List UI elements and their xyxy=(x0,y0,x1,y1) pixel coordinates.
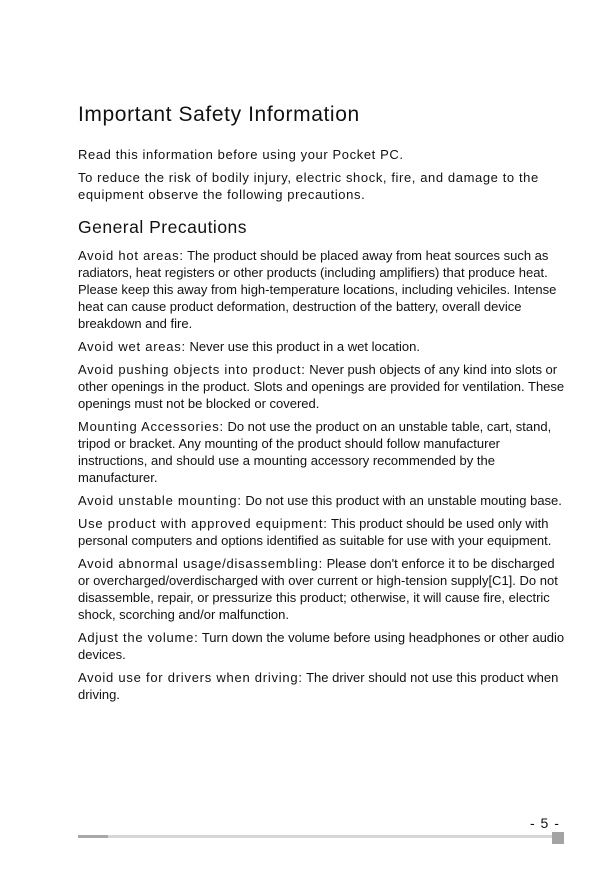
page-content xyxy=(78,103,568,709)
precaution-lead: Avoid hot areas: xyxy=(78,248,184,263)
precaution-paragraph xyxy=(78,361,568,412)
precaution-paragraph xyxy=(78,418,568,486)
precaution-paragraph xyxy=(78,555,568,623)
page-number: - 5 - xyxy=(530,815,560,831)
precaution-paragraph xyxy=(78,338,568,355)
precaution-text: The product should be placed away from heat sources such as radiators, heat registers or other products (including amplifiers) that produce heat. Please keep this away from high-temperature locations, including vehiciles. Intense heat can cause product deformation, destruction of the battery, overall device breakdown and fire. xyxy=(78,248,557,331)
section-title: General Precautions xyxy=(78,217,248,237)
intro-section xyxy=(78,146,568,203)
precaution-paragraph xyxy=(78,247,568,332)
precaution-text: Never use this product in a wet location. xyxy=(185,339,420,354)
page-title: Important Safety Information xyxy=(78,103,360,126)
precaution-text: The driver should not use this product when driving. xyxy=(78,670,559,702)
intro-paragraph: To reduce the risk of bodily injury, electric shock, fire, and damage to the equipment observe the following precautions. xyxy=(78,170,539,202)
intro-paragraph: Read this information before using your Pocket PC. xyxy=(78,147,404,162)
precaution-paragraph xyxy=(78,669,568,703)
precaution-text: This product should be used only with personal computers and options identified as suitable for use with your equipment. xyxy=(78,516,552,548)
footer-rule xyxy=(78,835,552,838)
precaution-paragraph xyxy=(78,492,568,509)
precautions-list xyxy=(78,247,568,703)
precaution-lead: Mounting Accessories: xyxy=(78,419,224,434)
precaution-lead: Avoid unstable mounting: xyxy=(78,493,242,508)
precaution-text: Turn down the volume before using headphones or other audio devices. xyxy=(78,630,565,662)
precaution-lead: Avoid pushing objects into product: xyxy=(78,362,306,377)
precaution-text: Never push objects of any kind into slots or other openings in the product. Slots and openings are provided for ventilation. These openings must not be blocked or covered. xyxy=(78,362,565,411)
precaution-text: Do not use the product on an unstable table, cart, stand, tripod or bracket. Any mounting of the product should follow manufacturer instructions, and should use a mounting accessory recommended by the manufacturer. xyxy=(78,419,552,485)
precaution-paragraph xyxy=(78,629,568,663)
precaution-lead: Avoid use for drivers when driving: xyxy=(78,670,303,685)
precaution-text: Please don't enforce it to be discharged or overcharged/overdischarged with over current or high-tension supply[C1]. Do not disassemble, repair, or pressurize this product; otherwise, it will cause fire, electric shock, scorching and/or malfunction. xyxy=(78,556,558,622)
precaution-lead: Adjust the volume: xyxy=(78,630,199,645)
footer-square-marker xyxy=(552,832,564,844)
precaution-text: Do not use this product with an unstable mouting base. xyxy=(241,493,562,508)
precaution-lead: Avoid abnormal usage/disassembling: xyxy=(78,556,323,571)
footer-rule-accent xyxy=(78,835,108,838)
precaution-lead: Avoid wet areas: xyxy=(78,339,186,354)
precaution-paragraph xyxy=(78,515,568,549)
precaution-lead: Use product with approved equipment: xyxy=(78,516,328,531)
